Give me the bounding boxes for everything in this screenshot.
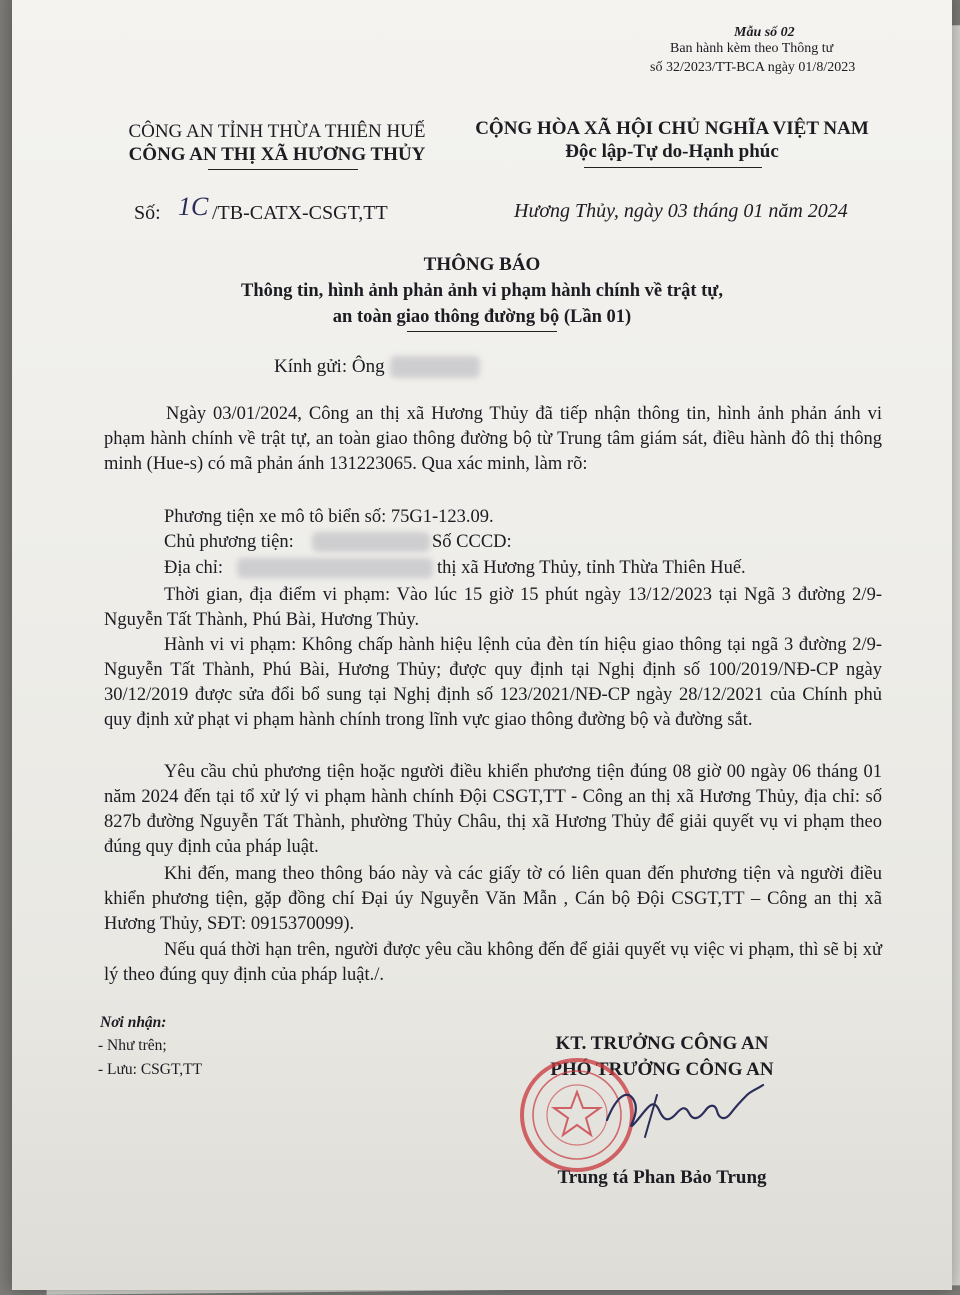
handwritten-signature-icon [597, 1075, 777, 1145]
place-date: Hương Thủy, ngày 03 tháng 01 năm 2024 [514, 200, 848, 222]
notice-title: THÔNG BÁO [423, 254, 541, 275]
motto-underline [584, 167, 762, 168]
agency-name: CÔNG AN THỊ XÃ HƯƠNG THỦY [128, 144, 426, 165]
agency-parent: CÔNG AN TỈNH THỪA THIÊN HUẾ [128, 121, 426, 142]
doc-number-prefix: Số: [134, 202, 161, 224]
doc-number-handwritten: 1C [178, 192, 209, 221]
violation-behavior: Hành vi vi phạm: Không chấp hành hiệu lệnh của đèn tín hiệu giao thông tại ngã 3 đường 2/9- Nguyễn Tất Thành, Phú Bài, Hương Thủy; được quy định tại Nghị định số 100/2019/NĐ-CP ngày 30/12/2019 được sửa đổi bổ sung tại Nghị định số 123/2021/NĐ-CP ngày 28/12/2021 của Chính phủ quy định xử phạt vi phạm hành chính trong lĩnh vực giao thông đường bộ và đường sắt. [104, 635, 882, 730]
owner-label: Chủ phương tiện: [164, 532, 294, 552]
intro-paragraph: Ngày 03/01/2024, Công an thị xã Hương Thủy đã tiếp nhận thông tin, hình ảnh phản ánh vi phạm hành chính về trật tự, an toàn giao thông đường bộ từ Trung tâm giám sát, điều hành đô thị thông minh (Hue-s) có mã phản ánh 131223065. Qua xác minh, làm rõ: [104, 404, 882, 474]
form-issued-line-1: Ban hành kèm theo Thông tư [670, 41, 834, 56]
address-label: Địa chỉ: [164, 558, 224, 578]
vehicle-plate: Phương tiện xe mô tô biển số: 75G1-123.09. [164, 507, 494, 527]
recipient-item: - Như trên; [98, 1037, 167, 1054]
document-page [12, 0, 952, 1290]
doc-number-suffix: /TB-CATX-CSGT,TT [212, 202, 388, 224]
notice-subtitle-line-2: an toàn giao thông đường bộ (Lần 01) [332, 307, 632, 327]
title-underline [407, 331, 557, 332]
recipients-label: Nơi nhận: [100, 1014, 167, 1031]
documents-to-bring: Khi đến, mang theo thông báo này và các giấy tờ có liên quan đến phương tiện và người điều khiển phương tiện, gặp đồng chí Đại úy Nguyễn Văn Mẫn , Cán bộ Đội CSGT,TT – Công an thị xã Hương Thủy, SĐT: 0915370099). [104, 864, 882, 934]
redacted-name [390, 356, 480, 378]
country-name: CỘNG HÒA XÃ HỘI CHỦ NGHĨA VIỆT NAM [475, 118, 869, 139]
violation-time-place: Thời gian, địa điểm vi phạm: Vào lúc 15 giờ 15 phút ngày 13/12/2023 tại Ngã 3 đường 2/9- Nguyễn Tất Thành, Phú Bài, Hương Thủy. [104, 585, 882, 630]
national-motto: Độc lập-Tự do-Hạnh phúc [565, 141, 779, 162]
form-number: Mẫu số 02 [734, 25, 795, 40]
address-tail: thị xã Hương Thủy, tỉnh Thừa Thiên Huế. [437, 558, 746, 578]
id-number-label: Số CCCD: [432, 532, 512, 552]
signer-name: Trung tá Phan Bảo Trung [557, 1167, 767, 1188]
redacted-owner [312, 532, 430, 552]
notice-subtitle-line-1: Thông tin, hình ảnh phản ảnh vi phạm hành chính về trật tự, [240, 281, 723, 301]
recipient-item: - Lưu: CSGT,TT [98, 1061, 203, 1078]
redacted-address [237, 558, 433, 578]
overdue-warning: Nếu quá thời hạn trên, người được yêu cầu không đến để giải quyết vụ việc vi phạm, thì sẽ bị xử lý theo đúng quy định của pháp luật./. [104, 940, 882, 985]
signer-title-line-1: KT. TRƯỞNG CÔNG AN [555, 1033, 769, 1054]
greeting: Kính gửi: Ông [274, 356, 385, 377]
agency-underline [208, 169, 358, 170]
signer-title-line-2: PHÓ TRƯỞNG CÔNG AN [550, 1059, 774, 1080]
form-issued-line-2: số 32/2023/TT-BCA ngày 01/8/2023 [650, 60, 856, 75]
appearance-request: Yêu cầu chủ phương tiện hoặc người điều khiển phương tiện đúng 08 giờ 00 ngày 06 tháng 01 năm 2024 đến tại tổ xử lý vi phạm hành chính Đội CSGT,TT - Công an thị xã Hương Thủy, địa chỉ: số 827b đường Nguyễn Tất Thành, phường Thủy Châu, thị xã Hương Thủy để giải quyết vụ vi phạm theo đúng quy định của pháp luật. [104, 762, 882, 857]
